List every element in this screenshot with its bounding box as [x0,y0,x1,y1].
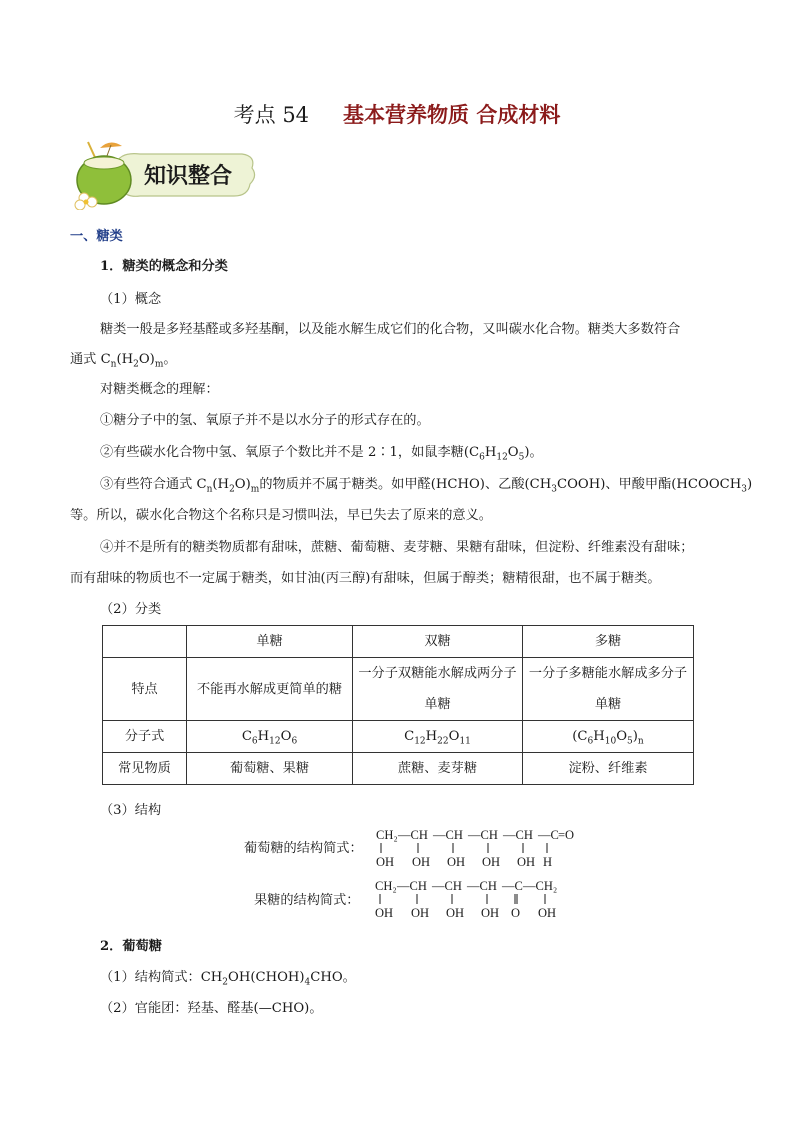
understanding-item-4-line1: ④并不是所有的糖类物质都有甜味，蔗糖、葡萄糖、麦芽糖、果糖有甜味，但淀粉、纤维素没有甜味； [100,540,694,555]
table-header-row [103,626,694,658]
fructose-group: —CH [397,879,427,893]
table-cell: 不能再水解成更简单的糖 [187,658,353,721]
fructose-group: —CH [432,879,462,893]
formula-mono: $C_6H_{12}O_6$ [187,721,353,753]
page-title [0,100,794,130]
table-cell: 蔗糖、麦芽糖 [353,753,523,785]
understanding-item-4-line2: 而有甜味的物质也不一定属于糖类，如甘油(丙三醇)有甜味，但属于醇类；糖精很甜，也不属于糖类。 [70,571,661,586]
understanding-item-1: ①糖分子中的氢、氧原子并不是以水分子的形式存在的。 [100,413,430,428]
knowledge-badge [70,138,260,210]
fructose-group: —CH₂ [523,879,558,893]
title-number: 考点 54 [233,103,310,127]
section-heading: 一、糖类 [70,229,123,244]
row-label-feature: 特点 [103,658,187,721]
table-cell: 葡萄糖、果糖 [187,753,353,785]
table-cell: 一分子多糖能水解成多分子单糖 [523,658,694,721]
glucose-substituent: OH [447,855,466,869]
concept-paragraph-line2: 通式 $C_n(H_2O)_m$。 [70,352,177,370]
table-row [103,753,694,785]
fructose-substituent: OH [481,906,500,920]
glucose-group: —CH [503,828,533,842]
table-cell [103,626,187,658]
fructose-substituent: OH [375,906,394,920]
concept-label: （1）概念 [100,292,162,307]
understanding-item-2: ②有些碳水化合物中氢、氧原子个数比并不是 2∶1，如鼠李糖$(C_6H_{12}O_5)$。 [100,445,543,463]
table-cell: 淀粉、纤维素 [523,753,694,785]
fructose-structure-formula [375,877,585,923]
fructose-group: —C [502,879,523,893]
table-cell: 一分子双糖能水解成两分子单糖 [353,658,523,721]
fructose-substituent: O [511,906,521,920]
fructose-group: —CH [467,879,497,893]
glucose-substituent: OH [376,855,395,869]
understanding-item-3-line2: 等。所以，碳水化合物这个名称只是习惯叫法，早已失去了原来的意义。 [70,508,492,523]
table-header-poly: 多糖 [523,626,694,658]
glucose-substituent: H [543,855,553,869]
glucose-group: —CH [398,828,428,842]
glucose-substituent: OH [482,855,501,869]
fructose-substituent: OH [411,906,430,920]
glucose-group: —CH [468,828,498,842]
understanding-heading: 对糖类概念的理解： [100,382,219,397]
table-header-di: 双糖 [353,626,523,658]
glucose-group: —CH [433,828,463,842]
glucose-group: —C [538,828,559,842]
glucose-item-1: （1）结构简式：$CH_2OH(CHOH)_4CHO$。 [100,970,356,988]
glucose-item-2: （2）官能团：羟基、醛基(—CHO)。 [100,1001,323,1016]
structure-label: （3）结构 [100,803,162,818]
badge-text: 知识整合 [143,164,233,189]
glucose-structure-formula [376,826,586,870]
fructose-substituent: OH [446,906,465,920]
subsection-heading-1: 1．糖类的概念和分类 [100,259,228,274]
glucose-substituent: OH [412,855,431,869]
fructose-group: CH₂ [375,879,397,893]
fructose-structure-label: 果糖的结构简式： [254,893,360,908]
formula-di: $C_{12}H_{22}O_{11}$ [353,721,523,753]
glucose-structure-label: 葡萄糖的结构简式： [244,841,363,856]
table-row [103,721,694,753]
title-main: 基本营养物质 合成材料 [343,102,561,127]
classification-label: （2）分类 [100,602,162,617]
concept-paragraph-line1: 糖类一般是多羟基醛或多羟基酮，以及能水解生成它们的化合物，又叫碳水化合物。糖类大多数符合 [100,322,681,337]
fructose-substituent: OH [538,906,557,920]
understanding-item-3-line1: ③有些符合通式 $C_n(H_2O)_m$的物质并不属于糖类。如甲醛(HCHO)、乙酸$(CH_3COOH)$、甲酸甲酯$(HCOOCH_3)$ [100,477,753,495]
table-row [103,658,694,721]
glucose-group: =O [558,828,575,842]
table-header-mono: 单糖 [187,626,353,658]
glucose-substituent: OH [517,855,536,869]
row-label-common: 常见物质 [103,753,187,785]
classification-table [102,625,694,785]
formula-poly: $(C_6H_{10}O_5)_n$ [523,721,694,753]
row-label-formula: 分子式 [103,721,187,753]
glucose-group: CH₂ [376,828,398,842]
subsection-heading-2: 2．葡萄糖 [100,939,162,954]
